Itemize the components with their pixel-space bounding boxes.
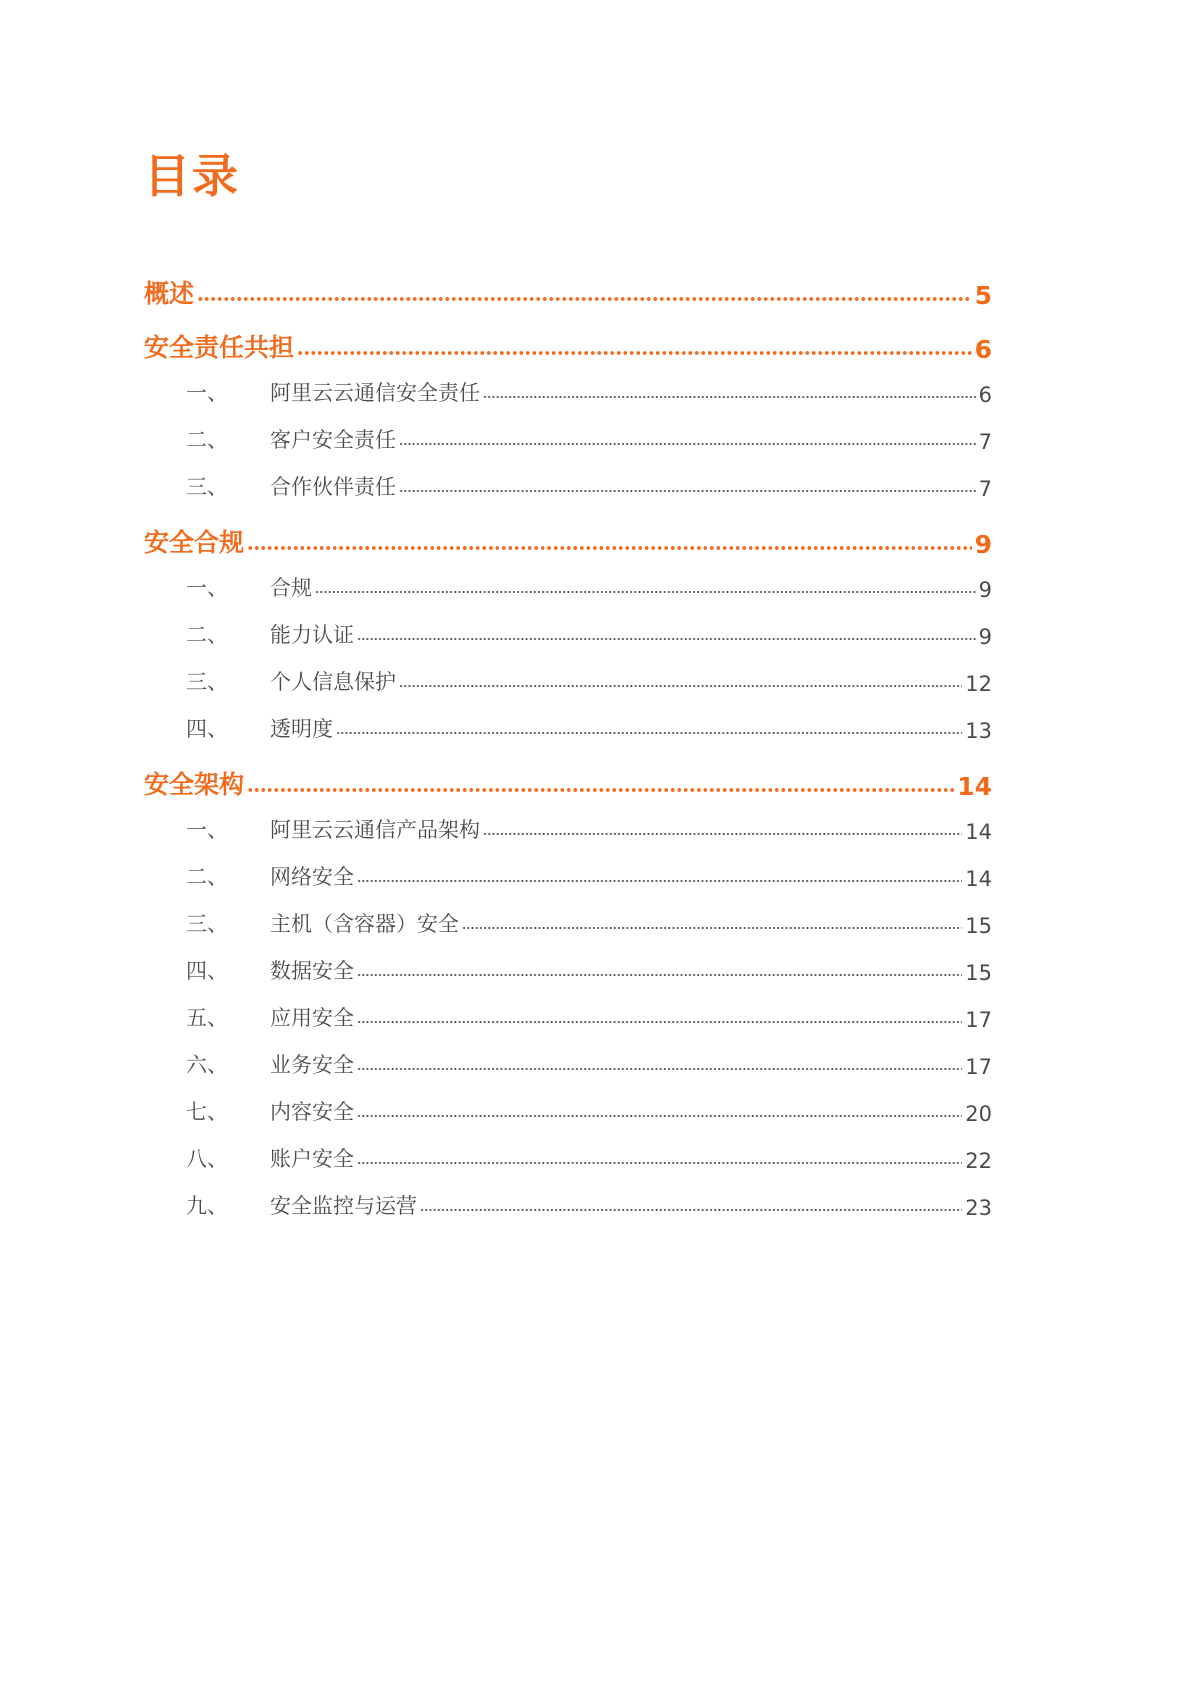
toc-entry-title: 应用安全 (270, 1006, 354, 1030)
toc-entry-number: 六、 (186, 1053, 228, 1077)
dot-leader (357, 1020, 962, 1024)
toc-page-number: 6 (974, 335, 992, 364)
toc-entry-number: 八、 (186, 1147, 228, 1171)
toc-entry-title: 安全监控与运营 (270, 1194, 417, 1218)
toc-entry[interactable] (144, 1177, 992, 1224)
dot-leader (315, 590, 976, 594)
toc-page-number: 6 (978, 383, 992, 407)
dot-leader (336, 731, 962, 735)
dot-leader (297, 350, 972, 356)
toc-entry-title: 合作伙伴责任 (270, 475, 396, 499)
toc-entry-title: 主机（含容器）安全 (270, 912, 459, 936)
dot-leader (483, 395, 976, 399)
toc-entry[interactable] (144, 801, 992, 848)
toc-entry-number: 五、 (186, 1006, 228, 1030)
toc-entry-number: 三、 (186, 475, 228, 499)
toc-entry-title: 个人信息保护 (270, 670, 396, 694)
toc-entry[interactable] (144, 1036, 992, 1083)
dot-leader (420, 1208, 962, 1212)
toc-entry[interactable] (144, 364, 992, 411)
toc-section-architecture[interactable] (144, 761, 992, 801)
toc-entry-title: 阿里云云通信产品架构 (270, 818, 480, 842)
toc-entry-number: 四、 (186, 717, 228, 741)
toc-entry[interactable] (144, 559, 992, 606)
toc-page-number: 14 (957, 772, 992, 801)
toc-section-shared-responsibility[interactable] (144, 324, 992, 364)
toc-entry-title: 账户安全 (270, 1147, 354, 1171)
dot-leader (357, 1114, 962, 1118)
toc-entry-number: 三、 (186, 912, 228, 936)
toc-entry[interactable] (144, 1083, 992, 1130)
toc-page-number: 5 (974, 281, 992, 310)
dot-leader (399, 684, 962, 688)
dot-leader (462, 926, 962, 930)
toc-page-number: 9 (978, 625, 992, 649)
toc-entry[interactable] (144, 942, 992, 989)
toc-section-overview[interactable] (144, 270, 992, 310)
dot-leader (357, 637, 976, 641)
dot-leader (399, 489, 976, 493)
toc-entry-number: 四、 (186, 959, 228, 983)
toc-entry-number: 二、 (186, 428, 228, 452)
toc-entry-number: 一、 (186, 818, 228, 842)
toc-page-number: 15 (965, 914, 992, 938)
toc-entry[interactable] (144, 1130, 992, 1177)
dot-leader (399, 442, 976, 446)
toc-entry-title: 网络安全 (270, 865, 354, 889)
toc-page-number: 14 (965, 820, 992, 844)
page-title: 目录 (144, 149, 240, 203)
toc-entry[interactable] (144, 895, 992, 942)
toc-entry-title: 业务安全 (270, 1053, 354, 1077)
toc-entry[interactable] (144, 606, 992, 653)
toc-entry-number: 一、 (186, 576, 228, 600)
dot-leader (357, 1067, 962, 1071)
toc-entry-title: 内容安全 (270, 1100, 354, 1124)
dot-leader (357, 973, 962, 977)
toc-entry-number: 二、 (186, 623, 228, 647)
dot-leader (197, 296, 972, 302)
toc-entry-number: 一、 (186, 381, 228, 405)
toc-entry-title: 阿里云云通信安全责任 (270, 381, 480, 405)
toc-entry-number: 七、 (186, 1100, 228, 1124)
toc-page-number: 9 (978, 578, 992, 602)
toc-section-title: 安全架构 (144, 770, 245, 799)
toc-page-number: 23 (965, 1196, 992, 1220)
toc-section-title: 安全责任共担 (144, 333, 295, 362)
dot-leader (247, 787, 954, 793)
toc-section-title: 安全合规 (144, 528, 245, 557)
toc-entry-title: 客户安全责任 (270, 428, 396, 452)
toc-section-title: 概述 (144, 279, 195, 308)
toc-page-number: 7 (978, 430, 992, 454)
toc-entry-number: 九、 (186, 1194, 228, 1218)
toc-entry-title: 透明度 (270, 717, 333, 741)
toc-page-number: 12 (965, 672, 992, 696)
toc-section-compliance[interactable] (144, 519, 992, 559)
toc-entry[interactable] (144, 411, 992, 458)
toc-entry[interactable] (144, 458, 992, 505)
toc-page-number: 9 (974, 530, 992, 559)
toc-entry[interactable] (144, 653, 992, 700)
toc-page-number: 14 (965, 867, 992, 891)
toc-page-number: 17 (965, 1008, 992, 1032)
table-of-contents (144, 270, 992, 1224)
dot-leader (357, 1161, 962, 1165)
toc-entry-number: 三、 (186, 670, 228, 694)
toc-entry-title: 数据安全 (270, 959, 354, 983)
toc-page-number: 13 (965, 719, 992, 743)
toc-entry-number: 二、 (186, 865, 228, 889)
toc-entry-title: 合规 (270, 576, 312, 600)
dot-leader (357, 879, 962, 883)
dot-leader (247, 545, 972, 551)
toc-page-number: 17 (965, 1055, 992, 1079)
dot-leader (483, 832, 962, 836)
toc-entry-title: 能力认证 (270, 623, 354, 647)
toc-entry[interactable] (144, 848, 992, 895)
toc-page-number: 22 (965, 1149, 992, 1173)
toc-page-number: 7 (978, 477, 992, 501)
toc-entry[interactable] (144, 989, 992, 1036)
toc-page-number: 20 (965, 1102, 992, 1126)
toc-entry[interactable] (144, 700, 992, 747)
toc-page-number: 15 (965, 961, 992, 985)
